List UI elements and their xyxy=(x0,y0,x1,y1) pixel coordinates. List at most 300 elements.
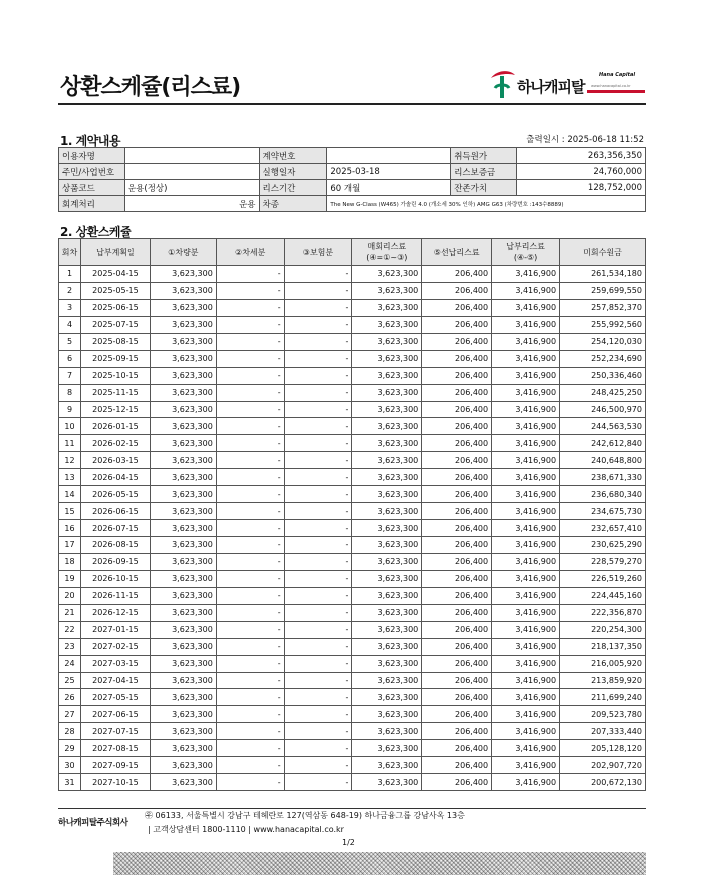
schedule-cell: 3,623,300 xyxy=(150,774,216,791)
schedule-cell: 2027-05-15 xyxy=(80,689,150,706)
info-value: 128,752,000 xyxy=(517,180,646,196)
schedule-cell: 2026-11-15 xyxy=(80,587,150,604)
schedule-cell: 8 xyxy=(59,384,81,401)
schedule-cell: - xyxy=(284,740,352,757)
schedule-cell: 3,623,300 xyxy=(352,418,422,435)
schedule-cell: 3,623,300 xyxy=(150,655,216,672)
schedule-cell: 17 xyxy=(59,537,81,554)
schedule-cell: 2025-05-15 xyxy=(80,282,150,299)
schedule-cell: 206,400 xyxy=(422,570,492,587)
schedule-cell: 206,400 xyxy=(422,638,492,655)
table-row xyxy=(59,570,646,587)
schedule-cell: 2026-04-15 xyxy=(80,469,150,486)
schedule-header-cell: ②차세분 xyxy=(216,239,284,266)
hana-capital-logo xyxy=(487,66,647,102)
schedule-cell: - xyxy=(284,638,352,655)
footer-contact: | 고객상담센터 1800-1110 | www.hanacapital.co.kr xyxy=(148,825,344,834)
table-row xyxy=(59,655,646,672)
schedule-cell: - xyxy=(284,452,352,469)
schedule-cell: 3,623,300 xyxy=(352,740,422,757)
table-row xyxy=(59,384,646,401)
schedule-cell: 3,623,300 xyxy=(150,723,216,740)
schedule-cell: 206,400 xyxy=(422,621,492,638)
table-row xyxy=(59,266,646,283)
schedule-cell: 2027-02-15 xyxy=(80,638,150,655)
schedule-cell: 3,623,300 xyxy=(150,469,216,486)
schedule-cell: 3,623,300 xyxy=(352,299,422,316)
barcode-noise-strip xyxy=(113,852,646,875)
info-label: 실행일자 xyxy=(259,164,327,180)
schedule-cell: 206,400 xyxy=(422,367,492,384)
schedule-cell: 3,416,900 xyxy=(492,452,560,469)
schedule-cell: 3,623,300 xyxy=(150,520,216,537)
schedule-cell: 206,400 xyxy=(422,418,492,435)
table-row xyxy=(59,316,646,333)
schedule-cell: - xyxy=(216,587,284,604)
schedule-cell: 3,623,300 xyxy=(150,537,216,554)
schedule-cell: 3,623,300 xyxy=(150,367,216,384)
schedule-cell: - xyxy=(284,486,352,503)
schedule-cell: 206,400 xyxy=(422,723,492,740)
schedule-cell: 3,416,900 xyxy=(492,774,560,791)
schedule-cell: 3,623,300 xyxy=(150,401,216,418)
hana-logo-icon xyxy=(487,66,517,100)
schedule-cell: 3,623,300 xyxy=(150,333,216,350)
schedule-cell: 27 xyxy=(59,706,81,723)
schedule-cell: 238,671,330 xyxy=(560,469,646,486)
schedule-cell: 206,400 xyxy=(422,503,492,520)
logo-bar xyxy=(587,90,645,93)
schedule-cell: - xyxy=(284,604,352,621)
schedule-cell: 2025-06-15 xyxy=(80,299,150,316)
schedule-cell: 3,416,900 xyxy=(492,435,560,452)
schedule-cell: 3,623,300 xyxy=(352,537,422,554)
schedule-cell: 202,907,720 xyxy=(560,757,646,774)
schedule-cell: - xyxy=(216,553,284,570)
schedule-cell: - xyxy=(216,333,284,350)
schedule-cell: 206,400 xyxy=(422,316,492,333)
schedule-cell: - xyxy=(216,486,284,503)
schedule-cell: 2025-10-15 xyxy=(80,367,150,384)
schedule-cell: 206,400 xyxy=(422,587,492,604)
schedule-cell: 200,672,130 xyxy=(560,774,646,791)
schedule-cell: 206,400 xyxy=(422,435,492,452)
schedule-cell: - xyxy=(216,452,284,469)
schedule-cell: - xyxy=(284,299,352,316)
table-row xyxy=(59,757,646,774)
schedule-cell: 3,416,900 xyxy=(492,333,560,350)
schedule-cell: 12 xyxy=(59,452,81,469)
schedule-cell: 26 xyxy=(59,689,81,706)
schedule-cell: 15 xyxy=(59,503,81,520)
schedule-cell: 22 xyxy=(59,621,81,638)
footer-divider xyxy=(58,808,646,809)
schedule-cell: - xyxy=(216,435,284,452)
schedule-cell: - xyxy=(284,723,352,740)
schedule-cell: 3,623,300 xyxy=(150,621,216,638)
schedule-cell: - xyxy=(284,384,352,401)
schedule-cell: 206,400 xyxy=(422,282,492,299)
print-value: 2025-06-18 11:52 xyxy=(567,135,644,145)
schedule-cell: 206,400 xyxy=(422,520,492,537)
schedule-cell: 3,623,300 xyxy=(150,587,216,604)
schedule-cell: 261,534,180 xyxy=(560,266,646,283)
info-label: 리스기간 xyxy=(259,180,327,196)
schedule-cell: 206,400 xyxy=(422,469,492,486)
info-label: 주민/사업번호 xyxy=(59,164,125,180)
table-row xyxy=(59,418,646,435)
footer-company: 하나캐피탈주식회사 xyxy=(58,818,128,828)
schedule-cell: 28 xyxy=(59,723,81,740)
schedule-header-cell: 미회수원금 xyxy=(560,239,646,266)
schedule-cell: - xyxy=(216,638,284,655)
info-value xyxy=(327,148,451,164)
schedule-cell: 206,400 xyxy=(422,689,492,706)
schedule-cell: 3,416,900 xyxy=(492,266,560,283)
schedule-cell: 2027-08-15 xyxy=(80,740,150,757)
schedule-cell: 2026-09-15 xyxy=(80,553,150,570)
schedule-cell: - xyxy=(216,384,284,401)
schedule-cell: - xyxy=(216,774,284,791)
schedule-cell: - xyxy=(284,774,352,791)
schedule-cell: 2026-06-15 xyxy=(80,503,150,520)
schedule-cell: 2027-07-15 xyxy=(80,723,150,740)
schedule-cell: 3,623,300 xyxy=(352,553,422,570)
schedule-cell: 3,416,900 xyxy=(492,672,560,689)
schedule-cell: 2026-12-15 xyxy=(80,604,150,621)
schedule-cell: 206,400 xyxy=(422,486,492,503)
schedule-cell: - xyxy=(284,672,352,689)
table-row xyxy=(59,587,646,604)
schedule-cell: 2 xyxy=(59,282,81,299)
contract-info-table xyxy=(58,147,646,212)
schedule-cell: 3,416,900 xyxy=(492,706,560,723)
schedule-cell: 16 xyxy=(59,520,81,537)
table-row xyxy=(59,520,646,537)
title-divider xyxy=(58,103,646,105)
schedule-cell: 3,623,300 xyxy=(150,384,216,401)
schedule-cell: 206,400 xyxy=(422,333,492,350)
info-label: 이용자명 xyxy=(59,148,125,164)
schedule-cell: - xyxy=(284,655,352,672)
schedule-cell: - xyxy=(216,503,284,520)
schedule-cell: 240,648,800 xyxy=(560,452,646,469)
schedule-cell: 3,623,300 xyxy=(352,570,422,587)
schedule-cell: 2026-08-15 xyxy=(80,537,150,554)
schedule-header-cell: 매회리스료 (④=①~③) xyxy=(352,239,422,266)
schedule-cell: 3,416,900 xyxy=(492,469,560,486)
schedule-cell: - xyxy=(284,621,352,638)
schedule-cell: - xyxy=(216,367,284,384)
schedule-cell: 3,416,900 xyxy=(492,316,560,333)
table-row xyxy=(59,299,646,316)
schedule-cell: 206,400 xyxy=(422,740,492,757)
schedule-cell: 2025-12-15 xyxy=(80,401,150,418)
schedule-cell: 6 xyxy=(59,350,81,367)
section-contract-title: 1. 계약내용 xyxy=(60,134,120,148)
schedule-cell: 3,623,300 xyxy=(352,723,422,740)
table-row xyxy=(59,350,646,367)
schedule-cell: 3,623,300 xyxy=(150,604,216,621)
schedule-cell: 3,623,300 xyxy=(352,689,422,706)
schedule-cell: - xyxy=(284,401,352,418)
schedule-cell: - xyxy=(284,520,352,537)
schedule-cell: - xyxy=(284,367,352,384)
schedule-cell: 257,852,370 xyxy=(560,299,646,316)
schedule-cell: - xyxy=(284,333,352,350)
schedule-cell: 3,623,300 xyxy=(352,587,422,604)
schedule-cell: 3,623,300 xyxy=(150,672,216,689)
schedule-cell: 3,416,900 xyxy=(492,367,560,384)
table-row xyxy=(59,740,646,757)
schedule-cell: - xyxy=(216,672,284,689)
schedule-cell: 3,623,300 xyxy=(352,401,422,418)
schedule-cell: - xyxy=(284,706,352,723)
schedule-cell: 3,623,300 xyxy=(150,316,216,333)
schedule-cell: 3,623,300 xyxy=(352,655,422,672)
table-row xyxy=(59,621,646,638)
schedule-cell: 3,623,300 xyxy=(150,740,216,757)
schedule-cell: 232,657,410 xyxy=(560,520,646,537)
table-row xyxy=(59,604,646,621)
schedule-cell: 252,234,690 xyxy=(560,350,646,367)
schedule-cell: 254,120,030 xyxy=(560,333,646,350)
info-label: 잔존가치 xyxy=(451,180,517,196)
schedule-cell: - xyxy=(284,418,352,435)
table-row xyxy=(59,367,646,384)
schedule-cell: 218,137,350 xyxy=(560,638,646,655)
schedule-cell: 9 xyxy=(59,401,81,418)
schedule-cell: 3,416,900 xyxy=(492,537,560,554)
schedule-cell: 230,625,290 xyxy=(560,537,646,554)
schedule-cell: 3,416,900 xyxy=(492,282,560,299)
schedule-cell: 2027-04-15 xyxy=(80,672,150,689)
schedule-cell: 3,623,300 xyxy=(150,418,216,435)
schedule-cell: 3,623,300 xyxy=(352,604,422,621)
schedule-cell: 3,416,900 xyxy=(492,587,560,604)
schedule-cell: 3,623,300 xyxy=(150,757,216,774)
schedule-cell: 3,623,300 xyxy=(352,350,422,367)
schedule-cell: 3,623,300 xyxy=(352,384,422,401)
schedule-cell: 3,416,900 xyxy=(492,655,560,672)
info-row xyxy=(59,196,646,212)
schedule-cell: 3,623,300 xyxy=(352,503,422,520)
schedule-cell: - xyxy=(216,469,284,486)
info-label: 계약번호 xyxy=(259,148,327,164)
info-label: 리스보증금 xyxy=(451,164,517,180)
schedule-cell: - xyxy=(284,282,352,299)
schedule-cell: 2026-05-15 xyxy=(80,486,150,503)
schedule-cell: 206,400 xyxy=(422,672,492,689)
schedule-cell: 5 xyxy=(59,333,81,350)
schedule-cell: 226,519,260 xyxy=(560,570,646,587)
info-label: 회계처리 xyxy=(59,196,125,212)
schedule-cell: 3,623,300 xyxy=(150,638,216,655)
schedule-cell: 209,523,780 xyxy=(560,706,646,723)
schedule-cell: 206,400 xyxy=(422,774,492,791)
schedule-cell: - xyxy=(216,537,284,554)
table-row xyxy=(59,553,646,570)
schedule-header-cell: ①차량분 xyxy=(150,239,216,266)
schedule-cell: 2025-09-15 xyxy=(80,350,150,367)
schedule-cell: 207,333,440 xyxy=(560,723,646,740)
schedule-cell: - xyxy=(284,266,352,283)
schedule-cell: 2025-08-15 xyxy=(80,333,150,350)
schedule-cell: 10 xyxy=(59,418,81,435)
schedule-cell: 2027-03-15 xyxy=(80,655,150,672)
info-value-car-model: The New G-Class (W465) 가솔린 4.0 (개소세 30% 인하) AMG G63 (차량번호 :143수8889) xyxy=(327,196,646,212)
schedule-cell: 206,400 xyxy=(422,757,492,774)
schedule-cell: 220,254,300 xyxy=(560,621,646,638)
table-row xyxy=(59,706,646,723)
schedule-cell: 3,623,300 xyxy=(352,266,422,283)
schedule-cell: - xyxy=(216,401,284,418)
schedule-cell: 3,623,300 xyxy=(352,706,422,723)
schedule-cell: - xyxy=(216,570,284,587)
schedule-cell: 3,623,300 xyxy=(352,316,422,333)
schedule-cell: 3,623,300 xyxy=(352,282,422,299)
schedule-cell: 3,623,300 xyxy=(150,350,216,367)
schedule-cell: 206,400 xyxy=(422,266,492,283)
schedule-cell: 3,416,900 xyxy=(492,723,560,740)
schedule-cell: 2027-10-15 xyxy=(80,774,150,791)
schedule-cell: - xyxy=(284,316,352,333)
schedule-cell: 31 xyxy=(59,774,81,791)
schedule-cell: 3,623,300 xyxy=(352,774,422,791)
table-row xyxy=(59,689,646,706)
schedule-cell: 236,680,340 xyxy=(560,486,646,503)
table-row xyxy=(59,435,646,452)
schedule-cell: 250,336,460 xyxy=(560,367,646,384)
schedule-cell: 3,623,300 xyxy=(150,486,216,503)
schedule-cell: 3,623,300 xyxy=(352,520,422,537)
schedule-cell: 4 xyxy=(59,316,81,333)
schedule-cell: 14 xyxy=(59,486,81,503)
schedule-cell: 3,416,900 xyxy=(492,621,560,638)
table-row xyxy=(59,638,646,655)
info-row xyxy=(59,148,646,164)
schedule-cell: 259,699,550 xyxy=(560,282,646,299)
schedule-cell: - xyxy=(284,469,352,486)
schedule-cell: 255,992,560 xyxy=(560,316,646,333)
table-row xyxy=(59,333,646,350)
schedule-cell: - xyxy=(216,740,284,757)
schedule-cell: 3,623,300 xyxy=(150,503,216,520)
schedule-header-cell: ③보험분 xyxy=(284,239,352,266)
schedule-cell: - xyxy=(216,621,284,638)
schedule-cell: 3,623,300 xyxy=(150,452,216,469)
schedule-header-cell: 회차 xyxy=(59,239,81,266)
schedule-cell: 3,416,900 xyxy=(492,689,560,706)
schedule-cell: 205,128,120 xyxy=(560,740,646,757)
schedule-cell: - xyxy=(216,520,284,537)
schedule-cell: - xyxy=(216,689,284,706)
schedule-cell: 216,005,920 xyxy=(560,655,646,672)
schedule-cell: 234,675,730 xyxy=(560,503,646,520)
logo-english-text: Hana Capital xyxy=(599,72,636,78)
page-title: 상환스케쥴(리스료) xyxy=(60,75,241,100)
schedule-cell: 248,425,250 xyxy=(560,384,646,401)
schedule-cell: 3,416,900 xyxy=(492,418,560,435)
schedule-cell: 3,416,900 xyxy=(492,503,560,520)
schedule-cell: 2025-11-15 xyxy=(80,384,150,401)
schedule-cell: 3,416,900 xyxy=(492,486,560,503)
schedule-cell: - xyxy=(284,587,352,604)
schedule-cell: 206,400 xyxy=(422,299,492,316)
schedule-cell: 3,623,300 xyxy=(352,672,422,689)
schedule-cell: 2026-07-15 xyxy=(80,520,150,537)
schedule-cell: 3,416,900 xyxy=(492,384,560,401)
schedule-cell: 3,623,300 xyxy=(150,266,216,283)
info-value: 운용 xyxy=(124,196,259,212)
schedule-cell: 3,416,900 xyxy=(492,553,560,570)
info-value: 24,760,000 xyxy=(517,164,646,180)
schedule-cell: 24 xyxy=(59,655,81,672)
schedule-cell: 3,623,300 xyxy=(352,333,422,350)
schedule-cell: 206,400 xyxy=(422,401,492,418)
schedule-cell: 3,623,300 xyxy=(352,757,422,774)
schedule-cell: - xyxy=(284,689,352,706)
schedule-cell: - xyxy=(216,266,284,283)
schedule-cell: - xyxy=(216,757,284,774)
schedule-cell: 246,500,970 xyxy=(560,401,646,418)
schedule-cell: 30 xyxy=(59,757,81,774)
schedule-cell: 23 xyxy=(59,638,81,655)
schedule-cell: 7 xyxy=(59,367,81,384)
schedule-cell: 3,623,300 xyxy=(150,689,216,706)
print-label: 출력일시 : xyxy=(526,135,565,145)
schedule-cell: 3,623,300 xyxy=(150,570,216,587)
schedule-cell: - xyxy=(284,537,352,554)
schedule-cell: 3 xyxy=(59,299,81,316)
table-row xyxy=(59,774,646,791)
schedule-cell: 206,400 xyxy=(422,350,492,367)
schedule-cell: 1 xyxy=(59,266,81,283)
schedule-cell: 3,623,300 xyxy=(352,452,422,469)
schedule-cell: 3,623,300 xyxy=(352,367,422,384)
schedule-cell: 206,400 xyxy=(422,452,492,469)
schedule-cell: 3,623,300 xyxy=(150,706,216,723)
schedule-cell: 29 xyxy=(59,740,81,757)
schedule-cell: 3,623,300 xyxy=(150,553,216,570)
logo-korean-text: 하나캐피탈 xyxy=(517,78,585,96)
schedule-table xyxy=(58,238,646,791)
page-number: 1/2 xyxy=(342,838,355,847)
info-value: 60 개월 xyxy=(327,180,451,196)
schedule-cell: 3,416,900 xyxy=(492,299,560,316)
schedule-cell: 3,416,900 xyxy=(492,401,560,418)
schedule-cell: 11 xyxy=(59,435,81,452)
schedule-cell: 3,416,900 xyxy=(492,350,560,367)
schedule-cell: 2026-01-15 xyxy=(80,418,150,435)
schedule-cell: 206,400 xyxy=(422,706,492,723)
schedule-cell: - xyxy=(284,757,352,774)
schedule-cell: 2025-04-15 xyxy=(80,266,150,283)
schedule-cell: 3,416,900 xyxy=(492,520,560,537)
schedule-cell: 3,623,300 xyxy=(150,282,216,299)
schedule-cell: 228,579,270 xyxy=(560,553,646,570)
schedule-cell: 20 xyxy=(59,587,81,604)
schedule-header-row xyxy=(59,239,646,266)
schedule-cell: 2027-06-15 xyxy=(80,706,150,723)
schedule-cell: 3,416,900 xyxy=(492,740,560,757)
schedule-cell: - xyxy=(284,350,352,367)
schedule-header-cell: 납부리스료 (④-⑤) xyxy=(492,239,560,266)
info-value xyxy=(124,164,259,180)
schedule-body xyxy=(59,266,646,791)
schedule-cell: 3,623,300 xyxy=(150,299,216,316)
schedule-cell: 2026-03-15 xyxy=(80,452,150,469)
